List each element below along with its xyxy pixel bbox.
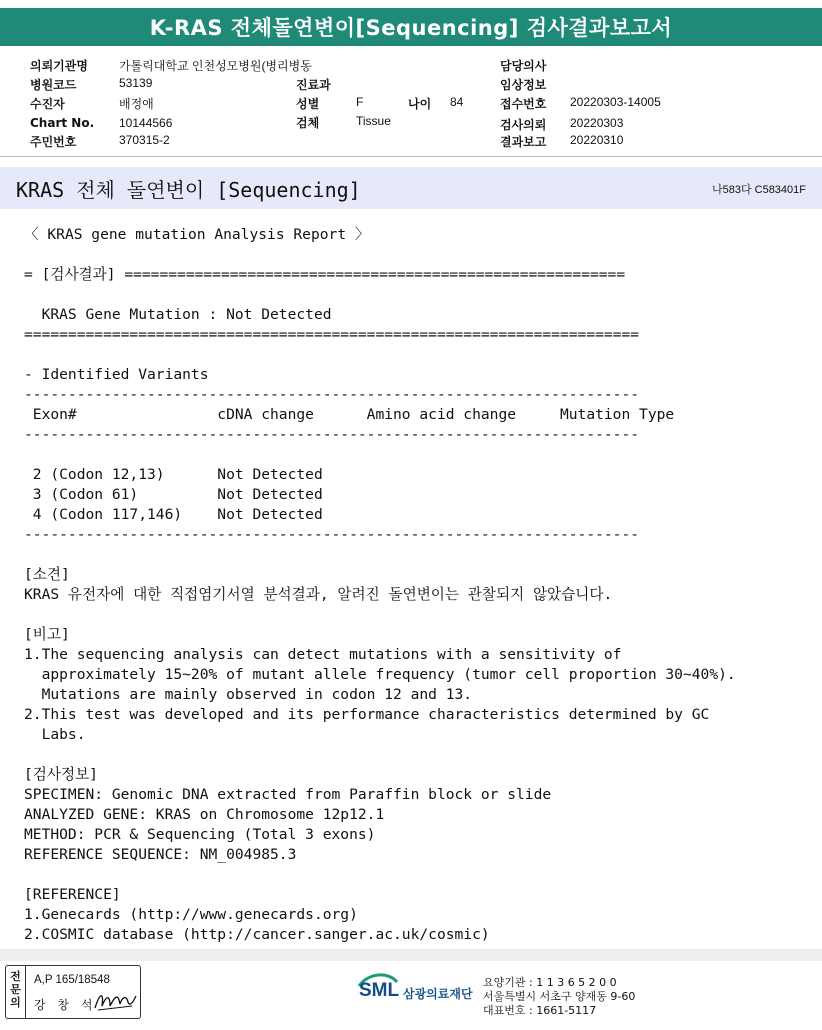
age-value: 84 [450, 95, 464, 109]
report-line: = [검사결과] ========================================================= [24, 266, 626, 283]
report-line: SPECIMEN: Genomic DNA extracted from Paraffin block or slide [24, 786, 552, 803]
specimen-value: Tissue [356, 114, 391, 128]
report-line [24, 865, 814, 885]
report-line: Mutations are mainly observed in codon 12 and 13. [24, 686, 473, 703]
physician-name: 강 창 석 [34, 998, 97, 1012]
logo-name: 삼광의료재단 [403, 987, 473, 1001]
report-line: - Identified Variants [24, 366, 209, 383]
institution-phone: 대표번호 : 1661-5117 [483, 1004, 597, 1017]
sex-value: F [356, 95, 364, 109]
hospital-code-label: 병원코드 [30, 78, 77, 92]
report-line: ---------------------------------------------------------------------- [24, 526, 640, 543]
report-line [24, 245, 814, 265]
report-line: [비고] [24, 626, 70, 643]
institution-value: 가톨릭대학교 인천성모병원(병리병동 [119, 59, 312, 73]
age-label: 나이 [408, 97, 432, 111]
report-line: 4 (Codon 117,146) Not Detected [24, 506, 323, 523]
report-line: 3 (Codon 61) Not Detected [24, 486, 323, 503]
report-line: KRAS 유전자에 대한 직접염기서열 분석결과, 알려진 돌연변이는 관찰되지 않았습니다. [24, 586, 613, 603]
report-line: ANALYZED GENE: KRAS on Chromosome 12p12.1 [24, 806, 385, 823]
report-line: 〈 KRAS gene mutation Analysis Report 〉 [24, 226, 370, 243]
receipt-no-value: 20220303-14005 [570, 95, 661, 109]
report-line: [REFERENCE] [24, 886, 121, 903]
request-value: 20220303 [570, 116, 624, 130]
report-line [24, 285, 814, 305]
report-title: K-RAS 전체돌연변이[Sequencing] 검사결과보고서 [0, 8, 822, 46]
request-label: 검사의뢰 [500, 118, 547, 132]
ap-number: A,P 165/18548 [34, 974, 110, 986]
report-line [24, 745, 814, 765]
report-line: REFERENCE SEQUENCE: NM_004985.3 [24, 846, 297, 863]
sign-side-label: 전문의 [6, 966, 26, 1018]
report-line: 1.The sequencing analysis can detect mutations with a sensitivity of [24, 646, 622, 663]
test-title: KRAS 전체 돌연변이 [Sequencing] [16, 178, 361, 202]
institution-label: 의뢰기관명 [30, 59, 88, 73]
chart-no-label: Chart No. [30, 116, 95, 130]
signature-icon [92, 988, 138, 1014]
receipt-no-label: 접수번호 [500, 97, 547, 111]
specimen-label: 검체 [296, 116, 320, 130]
report-line: Exon# cDNA change Amino acid change Mutation Type [24, 406, 675, 423]
department-label: 진료과 [296, 78, 331, 92]
report-line: ---------------------------------------------------------------------- [24, 386, 640, 403]
sex-label: 성별 [296, 97, 320, 111]
report-line: METHOD: PCR & Sequencing (Total 3 exons) [24, 826, 376, 843]
test-title-bar [0, 167, 822, 209]
report-line: 2.COSMIC database (http://cancer.sanger.ac.uk/cosmic) [24, 926, 490, 943]
institution-address: 서울특별시 서초구 양재동 9-60 [483, 990, 636, 1003]
result-report-value: 20220310 [570, 133, 624, 147]
test-code: 나583다 C583401F [711, 184, 806, 196]
chart-no-value: 10144566 [119, 116, 173, 130]
doctor-label: 담당의사 [500, 59, 547, 73]
sml-logo [355, 972, 485, 1012]
report-line [24, 445, 814, 465]
report-line: ====================================================================== [24, 326, 640, 343]
report-line: 1.Genecards (http://www.genecards.org) [24, 906, 358, 923]
patient-value: 배정애 [119, 97, 154, 111]
patient-label: 수진자 [30, 97, 65, 111]
logo-mark: SML [359, 980, 400, 1001]
report-line: KRAS Gene Mutation : Not Detected [24, 306, 332, 323]
report-line [24, 345, 814, 365]
report-line: [소견] [24, 566, 70, 583]
report-line: ---------------------------------------------------------------------- [24, 426, 640, 443]
hospital-code-value: 53139 [119, 76, 153, 90]
resident-no-value: 370315-2 [119, 133, 170, 147]
institution-code: 요양기관 : 1 1 3 6 5 2 0 0 [483, 976, 617, 989]
report-line: approximately 15~20% of mutant allele frequency (tumor cell proportion 30~40%). [24, 666, 736, 683]
physician-signature-box [5, 965, 141, 1019]
report-line: [검사정보] [24, 766, 98, 783]
result-report-label: 결과보고 [500, 135, 547, 149]
resident-no-label: 주민번호 [30, 135, 77, 149]
report-body [24, 225, 814, 945]
footer-divider [0, 949, 822, 961]
report-line: 2.This test was developed and its performance characteristics determined by GC [24, 706, 710, 723]
report-line: 2 (Codon 12,13) Not Detected [24, 466, 323, 483]
header-divider [0, 156, 822, 157]
clinical-info-label: 임상정보 [500, 78, 547, 92]
report-line [24, 605, 814, 625]
report-line: Labs. [24, 726, 86, 743]
report-line [24, 545, 814, 565]
